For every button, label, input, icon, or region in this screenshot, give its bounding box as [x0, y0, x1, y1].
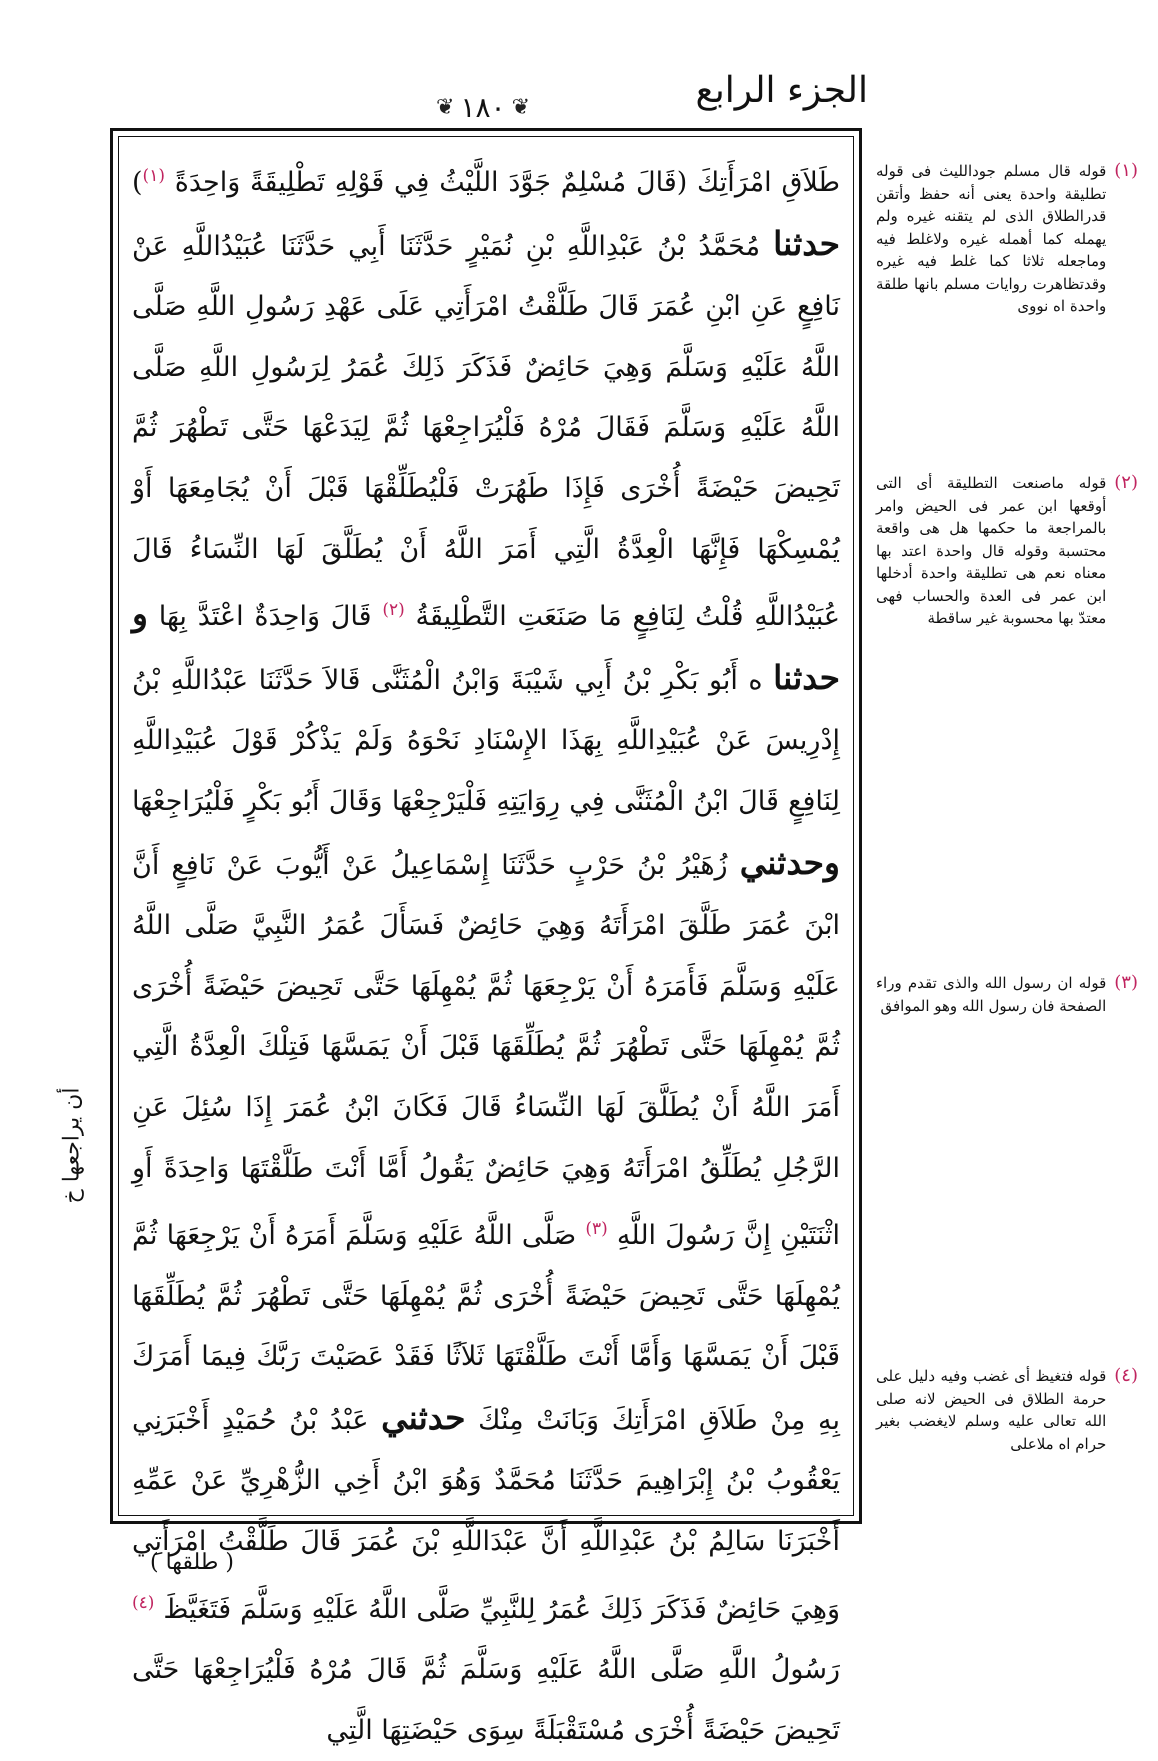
hadith-marker-3: وحدثني — [739, 842, 840, 882]
side-variant-text: أن يراجعها خ — [59, 1087, 85, 1203]
margin-note-4 — [876, 1365, 1138, 1455]
margin-note-number: (١) — [1114, 160, 1138, 181]
footnote-ref-4: (٤) — [132, 1592, 155, 1613]
text-segment: ) — [132, 167, 143, 198]
side-variant-note — [52, 1080, 92, 1210]
margin-note-number: (٣) — [1114, 972, 1138, 993]
hadith-marker-4: حدثني — [381, 1397, 466, 1437]
text-segment: زُهَيْرُ بْنُ حَرْبٍ حَدَّثَنَا إِسْمَاعِيلُ عَنْ أَيُّوبَ عَنْ نَافِعٍ أَنَّ ابْنَ عُمَرَ طَلَّقَ امْرَأَتَهُ وَهِيَ حَائِضٌ فَسَأَلَ عُمَرُ النَّبِيَّ صَلَّى اللَّهُ عَلَيْهِ وَسَلَّمَ فَأَمَرَهُ أَنْ يَرْجِعَهَا ثُمَّ يُمْهِلَهَا حَتَّى تَحِيضَ حَيْضَةً أُخْرَى ثُمَّ يُمْهِلَهَا حَتَّى تَطْهُرَ ثُمَّ يُطَلِّقَهَا قَبْلَ أَنْ يَمَسَّهَا فَتِلْكَ الْعِدَّةُ الَّتِي أَمَرَ اللَّهُ أَنْ يُطَلَّقَ لَهَا النِّسَاءُ قَالَ فَكَانَ ابْنُ عُمَرَ إِذَا سُئِلَ عَنِ الرَّجُلِ يُطَلِّقُ امْرَأَتَهُ وَهِيَ حَائِضٌ يَقُولُ أَمَّا أَنْتَ طَلَّقْتَهَا وَاحِدَةً أَوِ اثْنَتَيْنِ إِنَّ رَسُولَ اللَّهِ — [132, 849, 840, 1252]
text-segment: عَبْدُ بْنُ حُمَيْدٍ أَخْبَرَنِي يَعْقُوبُ بْنُ إِبْرَاهِيمَ حَدَّثَنَا مُحَمَّدٌ وَهُوَ ابْنُ أَخِي الزُّهْرِيِّ عَنْ عَمِّهِ أَخْبَرَنَا سَالِمُ بْنُ عَبْدِاللَّهِ أَنَّ عَبْدَاللَّهِ بْنَ عُمَرَ قَالَ طَلَّقْتُ امْرَأَتِي وَهِيَ حَائِضٌ فَذَكَرَ ذَلِكَ عُمَرُ لِلنَّبِيِّ صَلَّى اللَّهُ عَلَيْهِ وَسَلَّمَ فَتَغَيَّظَ — [132, 1404, 840, 1625]
text-segment: مُحَمَّدُ بْنُ عَبْدِاللَّهِ بْنِ نُمَيْرٍ حَدَّثَنَا أَبِي حَدَّثَنَا عُبَيْدُاللَّهِ عَنْ نَافِعٍ عَنِ ابْنِ عُمَرَ قَالَ طَلَّقْتُ امْرَأَتِي عَلَى عَهْدِ رَسُولِ اللَّهِ صَلَّى اللَّهُ عَلَيْهِ وَسَلَّمَ وَهِيَ حَائِضٌ فَذَكَرَ ذَلِكَ عُمَرُ لِرَسُولِ اللَّهِ صَلَّى اللَّهُ عَلَيْهِ وَسَلَّمَ فَقَالَ مُرْهُ فَلْيُرَاجِعْهَا ثُمَّ لِيَدَعْهَا حَتَّى تَطْهُرَ ثُمَّ تَحِيضَ حَيْضَةً أُخْرَى فَإِذَا طَهُرَتْ فَلْيُطَلِّقْهَا قَبْلَ أَنْ يُجَامِعَهَا أَوْ يُمْسِكْهَا فَإِنَّهَا الْعِدَّةُ الَّتِي أَمَرَ اللَّهُ أَنْ يُطَلَّقَ لَهَا النِّسَاءُ قَالَ عُبَيْدُاللَّهِ قُلْتُ لِنَافِعٍ مَا صَنَعَتِ التَّطْلِيقَةُ — [132, 230, 840, 633]
ornament-left-icon: ❦ — [436, 94, 455, 120]
margin-note-text: قوله قال مسلم جودالليث فى قوله تطليقة واحدة يعنى أنه حفظ وأتقن قدرالطلاق الذى لم يتقنه غيره ولم يهمله كما أهمله غيره ولاغلط فيه وماجعله ثلاثا كما غلط فيه غيره وقدتظاهرت روايات مسلم بانها طلقة واحدة اه نووى — [876, 162, 1107, 315]
margin-note-1 — [876, 160, 1138, 318]
main-paragraph — [132, 146, 840, 1761]
hadith-marker-1: حدثنا — [773, 223, 840, 263]
margin-note-3 — [876, 972, 1138, 1017]
margin-note-text: قوله فتغيظ أى غضب وفيه دليل على حرمة الطلاق فى الحيض لانه صلى الله تعالى عليه وسلم لايغضب بغير حرام اه ملاعلى — [876, 1367, 1107, 1453]
hadith-marker-2: و حدثنا — [132, 594, 840, 697]
text-segment: طَلاَقِ امْرَأَتِكَ (قَالَ مُسْلِمٌ جَوَّدَ اللَّيْثُ فِي قَوْلِهِ تَطْلِيقَةً وَاحِدَةً — [164, 167, 840, 198]
page-number: ١٨٠ — [460, 90, 506, 124]
text-segment: قَالَ وَاحِدَةٌ اعْتَدَّ بِهَا — [147, 601, 383, 633]
margin-note-number: (٢) — [1114, 472, 1138, 493]
margin-note-number: (٤) — [1114, 1365, 1138, 1386]
footnote-ref-1: (١) — [142, 166, 165, 186]
margin-note-text: قوله ان رسول الله والذى تقدم وراء الصفحة فان رسول الله وهو الموافق — [876, 974, 1107, 1015]
text-segment: رَسُولُ اللَّهِ صَلَّى اللَّهُ عَلَيْهِ وَسَلَّمَ ثُمَّ قَالَ مُرْهُ فَلْيُرَاجِعْهَا حَتَّى تَحِيضَ حَيْضَةً أُخْرَى مُسْتَقْبَلَةً سِوَى حَيْضَتِهَا الَّتِي — [132, 1654, 840, 1746]
catchword: ( طلقها ) — [150, 1550, 234, 1575]
text-segment: صَلَّى اللَّهُ عَلَيْهِ وَسَلَّمَ أَمَرَهُ أَنْ يَرْجِعَهَا ثُمَّ يُمْهِلَهَا حَتَّى تَحِيضَ حَيْضَةً أُخْرَى ثُمَّ يُمْهِلَهَا حَتَّى تَطْهُرَ ثُمَّ يُطَلِّقَهَا قَبْلَ أَنْ يَمَسَّهَا وَأَمَّا أَنْتَ طَلَّقْتَهَا ثَلاَثًا فَقَدْ عَصَيْتَ رَبَّكَ فِيمَا أَمَرَكَ بِهِ مِنْ طَلاَقِ امْرَأَتِكَ وَبَانَتْ مِنْكَ — [132, 1220, 840, 1436]
text-segment: ه أَبُو بَكْرِ بْنُ أَبِي شَيْبَةَ وَابْنُ الْمُثَنَّى قَالاَ حَدَّثَنَا عَبْدُاللَّهِ بْنُ إِدْرِيسَ عَنْ عُبَيْدِاللَّهِ بِهَذَا الإِسْنَادِ نَحْوَهُ وَلَمْ يَذْكُرْ قَوْلَ عُبَيْدِاللَّهِ لِنَافِعٍ قَالَ ابْنُ الْمُثَنَّى فِي رِوَايَتِهِ فَلْيَرْجِعْهَا وَقَالَ أَبُو بَكْرٍ فَلْيُرَاجِعْهَا — [132, 664, 840, 817]
page-number-banner — [418, 86, 548, 128]
footnote-ref-2: (٢) — [382, 600, 405, 621]
footnote-ref-3: (٣) — [585, 1219, 608, 1240]
margin-notes — [876, 160, 1138, 1560]
part-title: الجزء الرابع — [695, 70, 868, 111]
ornament-right-icon: ❦ — [511, 94, 530, 120]
margin-note-text: قوله ماصنعت التطليقة أى التى أوقعها ابن عمر فى الحيض وامر بالمراجعة ما حكمها هل هى واقعة محتسبة وقوله قال واحدة اعتد بها معناه نعم هى تطليقة واحدة أدخلها ابن عمر فى العدة والحساب فهى معتدّ بها محسوبة غير ساقطة — [876, 474, 1107, 627]
margin-note-2 — [876, 472, 1138, 630]
main-text-block — [132, 146, 840, 1746]
